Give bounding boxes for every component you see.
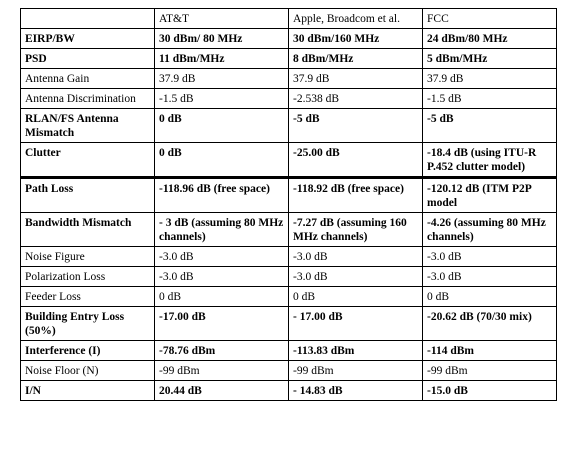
- fcc-value: 37.9 dB: [423, 69, 557, 89]
- table-body: [21, 9, 557, 401]
- row-label: RLAN/FS Antenna Mismatch: [21, 109, 155, 143]
- table-row: [21, 89, 557, 109]
- att-value: 0 dB: [155, 287, 289, 307]
- row-label: Building Entry Loss (50%): [21, 307, 155, 341]
- row-label: Antenna Gain: [21, 69, 155, 89]
- fcc-value: -18.4 dB (using ITU-R P.452 clutter model): [423, 143, 557, 178]
- table-row: [21, 109, 557, 143]
- fcc-value: -114 dBm: [423, 341, 557, 361]
- att-value: 11 dBm/MHz: [155, 49, 289, 69]
- att-value: -78.76 dBm: [155, 341, 289, 361]
- att-value: -3.0 dB: [155, 267, 289, 287]
- table-row: [21, 267, 557, 287]
- att-value: 37.9 dB: [155, 69, 289, 89]
- table-row: [21, 213, 557, 247]
- fcc-value: 0 dB: [423, 287, 557, 307]
- apple-broadcom-value: -5 dB: [289, 109, 423, 143]
- row-label: Polarization Loss: [21, 267, 155, 287]
- apple-broadcom-value: -7.27 dB (assuming 160 MHz channels): [289, 213, 423, 247]
- fcc-value: -4.26 (assuming 80 MHz channels): [423, 213, 557, 247]
- fcc-value: 5 dBm/MHz: [423, 49, 557, 69]
- table-row: [21, 49, 557, 69]
- fcc-value: -3.0 dB: [423, 247, 557, 267]
- table-row: [21, 69, 557, 89]
- apple-broadcom-value: 0 dB: [289, 287, 423, 307]
- row-label: PSD: [21, 49, 155, 69]
- att-value: -118.96 dB (free space): [155, 179, 289, 213]
- link-budget-table: [20, 8, 557, 401]
- table-row: [21, 307, 557, 341]
- row-label: Path Loss: [21, 179, 155, 213]
- apple-broadcom-value: -2.538 dB: [289, 89, 423, 109]
- fcc-value: -15.0 dB: [423, 381, 557, 401]
- att-value: - 3 dB (assuming 80 MHz channels): [155, 213, 289, 247]
- row-label: Noise Figure: [21, 247, 155, 267]
- apple-broadcom-value: -3.0 dB: [289, 247, 423, 267]
- table-header-row: [21, 9, 557, 29]
- apple-broadcom-value: - 14.83 dB: [289, 381, 423, 401]
- row-label: Bandwidth Mismatch: [21, 213, 155, 247]
- row-label: Noise Floor (N): [21, 361, 155, 381]
- table-row: [21, 29, 557, 49]
- apple-broadcom-value: -99 dBm: [289, 361, 423, 381]
- apple-broadcom-value: 37.9 dB: [289, 69, 423, 89]
- att-value: -3.0 dB: [155, 247, 289, 267]
- table-row: [21, 341, 557, 361]
- table-row: [21, 179, 557, 213]
- table-row: [21, 287, 557, 307]
- fcc-value: -3.0 dB: [423, 267, 557, 287]
- table-row: [21, 143, 557, 178]
- apple-broadcom-value: -25.00 dB: [289, 143, 423, 178]
- row-label: Interference (I): [21, 341, 155, 361]
- row-label: EIRP/BW: [21, 29, 155, 49]
- fcc-value: -1.5 dB: [423, 89, 557, 109]
- fcc-value: -120.12 dB (ITM P2P model: [423, 179, 557, 213]
- att-value: -17.00 dB: [155, 307, 289, 341]
- att-value: 0 dB: [155, 143, 289, 178]
- header-cell-blank: [21, 9, 155, 29]
- att-value: 20.44 dB: [155, 381, 289, 401]
- header-cell-att: AT&T: [155, 9, 289, 29]
- att-value: 30 dBm/ 80 MHz: [155, 29, 289, 49]
- table-row: [21, 361, 557, 381]
- apple-broadcom-value: 8 dBm/MHz: [289, 49, 423, 69]
- fcc-value: -20.62 dB (70/30 mix): [423, 307, 557, 341]
- table-row: [21, 381, 557, 401]
- apple-broadcom-value: 30 dBm/160 MHz: [289, 29, 423, 49]
- apple-broadcom-value: -113.83 dBm: [289, 341, 423, 361]
- header-cell-apple-broadcom: Apple, Broadcom et al.: [289, 9, 423, 29]
- row-label: Antenna Discrimination: [21, 89, 155, 109]
- header-cell-fcc: FCC: [423, 9, 557, 29]
- table-row: [21, 247, 557, 267]
- apple-broadcom-value: - 17.00 dB: [289, 307, 423, 341]
- att-value: -99 dBm: [155, 361, 289, 381]
- fcc-value: -5 dB: [423, 109, 557, 143]
- row-label: Clutter: [21, 143, 155, 178]
- fcc-value: -99 dBm: [423, 361, 557, 381]
- apple-broadcom-value: -118.92 dB (free space): [289, 179, 423, 213]
- row-label: I/N: [21, 381, 155, 401]
- apple-broadcom-value: -3.0 dB: [289, 267, 423, 287]
- row-label: Feeder Loss: [21, 287, 155, 307]
- fcc-value: 24 dBm/80 MHz: [423, 29, 557, 49]
- att-value: 0 dB: [155, 109, 289, 143]
- att-value: -1.5 dB: [155, 89, 289, 109]
